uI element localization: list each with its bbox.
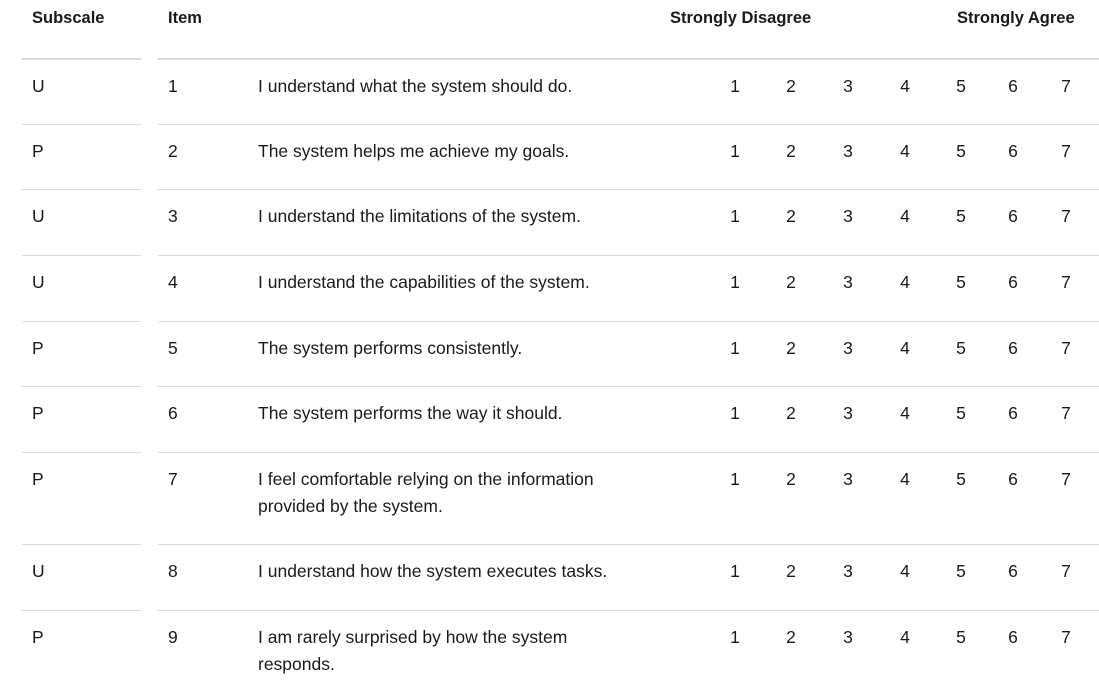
row-divider bbox=[22, 452, 141, 453]
item-number: 1 bbox=[168, 76, 178, 96]
rating-option-4[interactable]: 4 bbox=[900, 141, 910, 161]
table-row bbox=[0, 189, 1099, 255]
row-divider bbox=[22, 610, 141, 611]
rating-option-2[interactable]: 2 bbox=[786, 206, 796, 226]
rating-option-1[interactable]: 1 bbox=[730, 272, 740, 292]
item-number: 5 bbox=[168, 338, 178, 358]
rating-option-3[interactable]: 3 bbox=[843, 338, 853, 358]
row-divider bbox=[22, 124, 141, 125]
rating-option-1[interactable]: 1 bbox=[730, 469, 740, 489]
rating-option-1[interactable]: 1 bbox=[730, 403, 740, 423]
table-row bbox=[0, 321, 1099, 386]
rating-option-1[interactable]: 1 bbox=[730, 206, 740, 226]
rating-option-5[interactable]: 5 bbox=[956, 561, 966, 581]
rating-option-7[interactable]: 7 bbox=[1061, 76, 1071, 96]
rating-option-7[interactable]: 7 bbox=[1061, 403, 1071, 423]
table-row bbox=[0, 386, 1099, 452]
rating-option-3[interactable]: 3 bbox=[843, 469, 853, 489]
rating-option-1[interactable]: 1 bbox=[730, 338, 740, 358]
rating-option-3[interactable]: 3 bbox=[843, 76, 853, 96]
rating-option-5[interactable]: 5 bbox=[956, 272, 966, 292]
rating-option-3[interactable]: 3 bbox=[843, 561, 853, 581]
rating-option-7[interactable]: 7 bbox=[1061, 627, 1071, 647]
row-divider bbox=[158, 189, 1099, 190]
strongly-disagree-header: Strongly Disagree bbox=[670, 9, 812, 27]
rating-option-3[interactable]: 3 bbox=[843, 627, 853, 647]
rating-option-6[interactable]: 6 bbox=[1008, 338, 1018, 358]
rating-option-5[interactable]: 5 bbox=[956, 403, 966, 423]
item-statement: The system performs the way it should. bbox=[258, 403, 563, 423]
rating-option-6[interactable]: 6 bbox=[1008, 627, 1018, 647]
rating-option-4[interactable]: 4 bbox=[900, 272, 910, 292]
rating-option-4[interactable]: 4 bbox=[900, 469, 910, 489]
rating-option-5[interactable]: 5 bbox=[956, 206, 966, 226]
rating-option-1[interactable]: 1 bbox=[730, 627, 740, 647]
rating-option-7[interactable]: 7 bbox=[1061, 206, 1071, 226]
item-number: 6 bbox=[168, 403, 178, 423]
row-divider bbox=[22, 544, 141, 545]
subscale-header: Subscale bbox=[32, 9, 105, 27]
rating-option-2[interactable]: 2 bbox=[786, 561, 796, 581]
subscale-cell: P bbox=[32, 141, 44, 161]
rating-option-7[interactable]: 7 bbox=[1061, 469, 1071, 489]
rating-option-5[interactable]: 5 bbox=[956, 141, 966, 161]
rating-option-1[interactable]: 1 bbox=[730, 141, 740, 161]
row-divider bbox=[158, 544, 1099, 545]
row-divider bbox=[22, 321, 141, 322]
rating-option-1[interactable]: 1 bbox=[730, 76, 740, 96]
rating-option-4[interactable]: 4 bbox=[900, 403, 910, 423]
rating-option-2[interactable]: 2 bbox=[786, 338, 796, 358]
subscale-cell: P bbox=[32, 338, 44, 358]
rating-option-2[interactable]: 2 bbox=[786, 469, 796, 489]
item-number: 3 bbox=[168, 206, 178, 226]
rating-option-3[interactable]: 3 bbox=[843, 272, 853, 292]
row-divider bbox=[158, 386, 1099, 387]
item-statement: The system helps me achieve my goals. bbox=[258, 141, 570, 161]
item-statement: I understand the limitations of the system. bbox=[258, 206, 581, 226]
row-divider bbox=[158, 124, 1099, 125]
rating-option-6[interactable]: 6 bbox=[1008, 469, 1018, 489]
item-statement: The system performs consistently. bbox=[258, 338, 523, 358]
strongly-agree-header: Strongly Agree bbox=[957, 9, 1075, 27]
rating-option-3[interactable]: 3 bbox=[843, 403, 853, 423]
table-row bbox=[0, 544, 1099, 610]
item-statement: I am rarely surprised by how the system responds. bbox=[258, 627, 568, 674]
rating-option-2[interactable]: 2 bbox=[786, 627, 796, 647]
rating-option-6[interactable]: 6 bbox=[1008, 206, 1018, 226]
subscale-cell: P bbox=[32, 403, 44, 423]
row-divider bbox=[158, 321, 1099, 322]
rating-option-4[interactable]: 4 bbox=[900, 76, 910, 96]
rating-option-3[interactable]: 3 bbox=[843, 141, 853, 161]
rating-option-1[interactable]: 1 bbox=[730, 561, 740, 581]
row-divider bbox=[158, 452, 1099, 453]
table-row bbox=[0, 452, 1099, 544]
row-divider bbox=[158, 610, 1099, 611]
subscale-cell: U bbox=[32, 76, 45, 96]
table-header bbox=[0, 0, 1099, 60]
item-header: Item bbox=[168, 9, 202, 27]
item-statement: I understand what the system should do. bbox=[258, 76, 573, 96]
item-statement: I feel comfortable relying on the information provided by the system. bbox=[258, 469, 594, 516]
rating-option-7[interactable]: 7 bbox=[1061, 272, 1071, 292]
rating-option-4[interactable]: 4 bbox=[900, 561, 910, 581]
subscale-cell: P bbox=[32, 469, 44, 489]
rating-option-5[interactable]: 5 bbox=[956, 627, 966, 647]
rating-option-2[interactable]: 2 bbox=[786, 76, 796, 96]
rating-option-4[interactable]: 4 bbox=[900, 338, 910, 358]
table-row bbox=[0, 610, 1099, 694]
rating-option-2[interactable]: 2 bbox=[786, 403, 796, 423]
rating-option-2[interactable]: 2 bbox=[786, 272, 796, 292]
item-number: 4 bbox=[168, 272, 178, 292]
rating-option-5[interactable]: 5 bbox=[956, 469, 966, 489]
rating-option-6[interactable]: 6 bbox=[1008, 561, 1018, 581]
rating-option-5[interactable]: 5 bbox=[956, 76, 966, 96]
rating-option-4[interactable]: 4 bbox=[900, 627, 910, 647]
rating-option-6[interactable]: 6 bbox=[1008, 141, 1018, 161]
rating-option-2[interactable]: 2 bbox=[786, 141, 796, 161]
row-divider bbox=[22, 255, 141, 256]
table-row bbox=[0, 124, 1099, 189]
row-divider bbox=[22, 189, 141, 190]
rating-option-5[interactable]: 5 bbox=[956, 338, 966, 358]
table-row bbox=[0, 59, 1099, 124]
table-row bbox=[0, 255, 1099, 321]
item-number: 7 bbox=[168, 469, 178, 489]
rating-option-7[interactable]: 7 bbox=[1061, 141, 1071, 161]
subscale-cell: U bbox=[32, 206, 45, 226]
item-statement: I understand the capabilities of the system. bbox=[258, 272, 590, 292]
rating-option-6[interactable]: 6 bbox=[1008, 272, 1018, 292]
subscale-cell: U bbox=[32, 272, 45, 292]
rating-option-7[interactable]: 7 bbox=[1061, 561, 1071, 581]
subscale-cell: P bbox=[32, 627, 44, 647]
item-number: 9 bbox=[168, 627, 178, 647]
row-divider bbox=[158, 255, 1099, 256]
item-statement: I understand how the system executes tasks. bbox=[258, 561, 608, 581]
rating-option-6[interactable]: 6 bbox=[1008, 403, 1018, 423]
item-number: 2 bbox=[168, 141, 178, 161]
row-divider bbox=[22, 386, 141, 387]
rating-option-3[interactable]: 3 bbox=[843, 206, 853, 226]
rating-option-6[interactable]: 6 bbox=[1008, 76, 1018, 96]
rating-option-4[interactable]: 4 bbox=[900, 206, 910, 226]
item-number: 8 bbox=[168, 561, 178, 581]
subscale-cell: U bbox=[32, 561, 45, 581]
rating-option-7[interactable]: 7 bbox=[1061, 338, 1071, 358]
